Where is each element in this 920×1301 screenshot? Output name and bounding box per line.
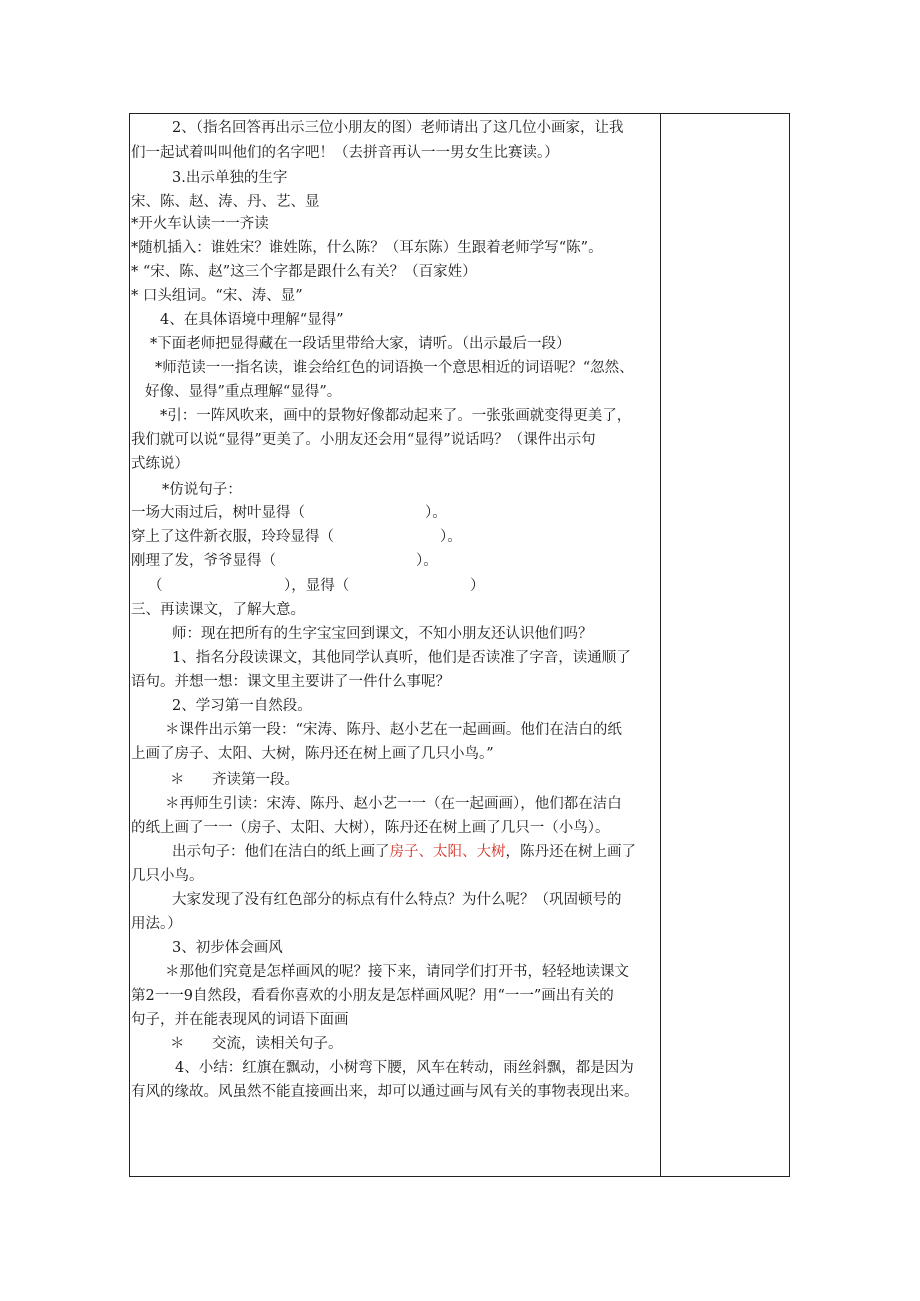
- text-line: 们一起试着叫叫他们的名字吧！（去拼音再认一一男女生比赛读。）: [131, 145, 559, 161]
- text-line: ＊课件出示第一段：“宋涛、陈丹、赵小艺在一起画画。他们在洁白的纸: [165, 722, 622, 738]
- text-line: 我们就可以说“显得”更美了。小朋友还会用“显得”说话吗？（课件出示句: [131, 432, 596, 448]
- text-line: *随机插入：谁姓宋？谁姓陈，什么陈？（耳东陈）生跟着老师学写“陈”。: [131, 240, 603, 256]
- text-line: 穿上了这件新衣服，玲玲显得（: [131, 529, 334, 545]
- text-line: 用法。）: [131, 916, 182, 932]
- text-line: 2、（指名回答再出示三位小朋友的图）老师请出了这几位小画家，让我: [172, 120, 624, 136]
- text-line: 2、学习第一自然段。: [172, 698, 312, 714]
- text-line: 有风的缘故。风虽然不能直接画出来，却可以通过画与风有关的事物表现出来。: [131, 1084, 639, 1100]
- text-line: ）: [470, 578, 485, 594]
- text-line: *师范读一一指名读，谁会给红色的词语换一个意思相近的词语呢？“忽然、: [155, 360, 634, 376]
- text-line: *仿说句子：: [162, 482, 242, 498]
- text-line: ）。: [425, 505, 447, 521]
- column-divider: [660, 113, 661, 1177]
- text-line: *引：一阵风吹来，画中的景物好像都动起来了。一张张画就变得更美了，: [160, 408, 632, 424]
- text-line: *下面老师把显得藏在一段话里带给大家，请听。（出示最后一段）: [150, 336, 571, 352]
- text-line: 的纸上画了一一（房子、太阳、大树），陈丹还在树上画了几只一（小鸟）。: [131, 820, 610, 836]
- text-line: 语句。并想一想：课文里主要讲了一件什么事呢？: [131, 674, 450, 690]
- text-line: ＊: [170, 1036, 185, 1052]
- text-line: 1、指名分段读课文，其他同学认真听，他们是否读准了字音，读通顺了: [172, 650, 631, 666]
- text-line: 师：现在把所有的生字宝宝回到课文，不知小朋友还认识他们吗？: [172, 626, 593, 642]
- sentence-prefix: 出示句子：他们在洁白的纸上画了: [172, 844, 390, 860]
- text-line: 第2一一9自然段，看看你喜欢的小朋友是怎样画风呢？用“一一”画出有关的: [131, 988, 614, 1004]
- text-line: 一场大雨过后，树叶显得（: [131, 505, 305, 521]
- text-line: ）。: [440, 529, 462, 545]
- text-line: （: [148, 578, 163, 594]
- text-line: 4、在具体语境中理解“显得”: [160, 312, 344, 328]
- text-line: 刚理了发，爷爷显得（: [131, 553, 276, 569]
- text-line: ＊再师生引读：宋涛、陈丹、赵小艺一一（在一起画画），他们都在洁白: [165, 796, 622, 812]
- text-line: 几只小鸟。: [131, 868, 204, 884]
- text-line: * 口头组词。“宋、涛、显”: [131, 288, 303, 304]
- text-line: ＊那他们究竟是怎样画风的呢？接下来，请同学们打开书，轻轻地读课文: [165, 964, 629, 980]
- text-line: 式练说）: [131, 456, 189, 472]
- text-line: ＊: [170, 772, 185, 788]
- text-line: 上画了房子、太阳、大树，陈丹还在树上画了几只小鸟。”: [131, 746, 494, 762]
- text-line: 3.出示单独的生字: [172, 170, 288, 186]
- text-line: ），显得（: [284, 578, 350, 594]
- text-line: [172, 842, 636, 862]
- text-line: 宋、陈、赵、涛、丹、艺、显: [131, 194, 320, 210]
- text-line: 好像、显得”重点理解“显得”。: [145, 384, 342, 400]
- text-line: 4、小结：红旗在飘动，小树弯下腰，风车在转动，雨丝斜飘，都是因为: [175, 1060, 634, 1076]
- text-line: 句子，并在能表现风的词语下面画: [131, 1012, 349, 1028]
- text-line: 齐读第一段。: [212, 772, 299, 788]
- text-line: * “宋、陈、赵”这三个字都是跟什么有关？（百家姓）: [131, 264, 477, 280]
- text-line: *开火车认读一一齐读: [131, 216, 269, 232]
- text-line: 交流，读相关句子。: [212, 1036, 343, 1052]
- sentence-suffix: ，陈丹还在树上画了: [505, 844, 636, 860]
- text-line: 大家发现了没有红色部分的标点有什么特点？为什么呢？（巩固顿号的: [172, 892, 622, 908]
- text-line: 三、再读课文，了解大意。: [131, 602, 305, 618]
- text-line: ）。: [416, 553, 438, 569]
- text-line: 3、初步体会画风: [172, 940, 283, 956]
- highlighted-words: 房子、太阳、大树: [389, 844, 506, 860]
